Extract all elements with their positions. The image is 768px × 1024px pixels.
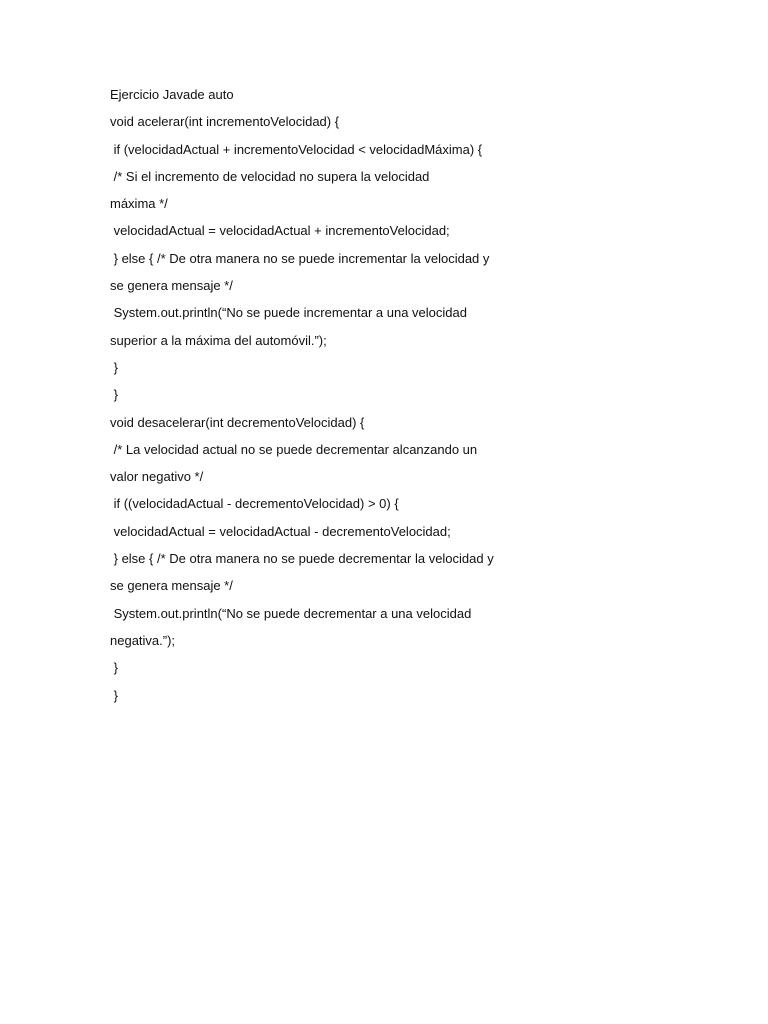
document-line: /* Si el incremento de velocidad no supera la velocidad [110, 168, 430, 184]
document-line: void desacelerar(int decrementoVelocidad) { [110, 414, 365, 430]
document-line: superior a la máxima del automóvil.”); [110, 332, 327, 348]
document-line: } [110, 359, 118, 375]
document-line: } [110, 687, 118, 703]
document-line: if ((velocidadActual - decrementoVelocidad) > 0) { [110, 496, 399, 512]
document-line: } [110, 387, 118, 403]
document-line: máxima */ [110, 196, 168, 212]
document-line: } else { /* De otra manera no se puede incrementar la velocidad y [110, 250, 490, 266]
document-line: } else { /* De otra manera no se puede decrementar la velocidad y [110, 551, 494, 567]
document-line: se genera mensaje */ [110, 278, 233, 294]
document-line: /* La velocidad actual no se puede decrementar alcanzando un [110, 441, 478, 457]
document-body [110, 84, 670, 712]
document-line: void acelerar(int incrementoVelocidad) { [110, 114, 340, 130]
document-line: System.out.println(“No se puede incrementar a una velocidad [110, 305, 467, 321]
document-line: se genera mensaje */ [110, 578, 233, 594]
document-line: if (velocidadActual + incrementoVelocidad < velocidadMáxima) { [110, 141, 483, 157]
document-line: } [110, 660, 118, 676]
document-line: Ejercicio Javade auto [110, 87, 234, 102]
document-line: velocidadActual = velocidadActual - decrementoVelocidad; [110, 523, 451, 539]
document-line: velocidadActual = velocidadActual + incrementoVelocidad; [110, 223, 450, 239]
document-line: negativa.”); [110, 632, 176, 648]
document-line: valor negativo */ [110, 469, 204, 485]
document-line: System.out.println(“No se puede decrementar a una velocidad [110, 605, 472, 621]
